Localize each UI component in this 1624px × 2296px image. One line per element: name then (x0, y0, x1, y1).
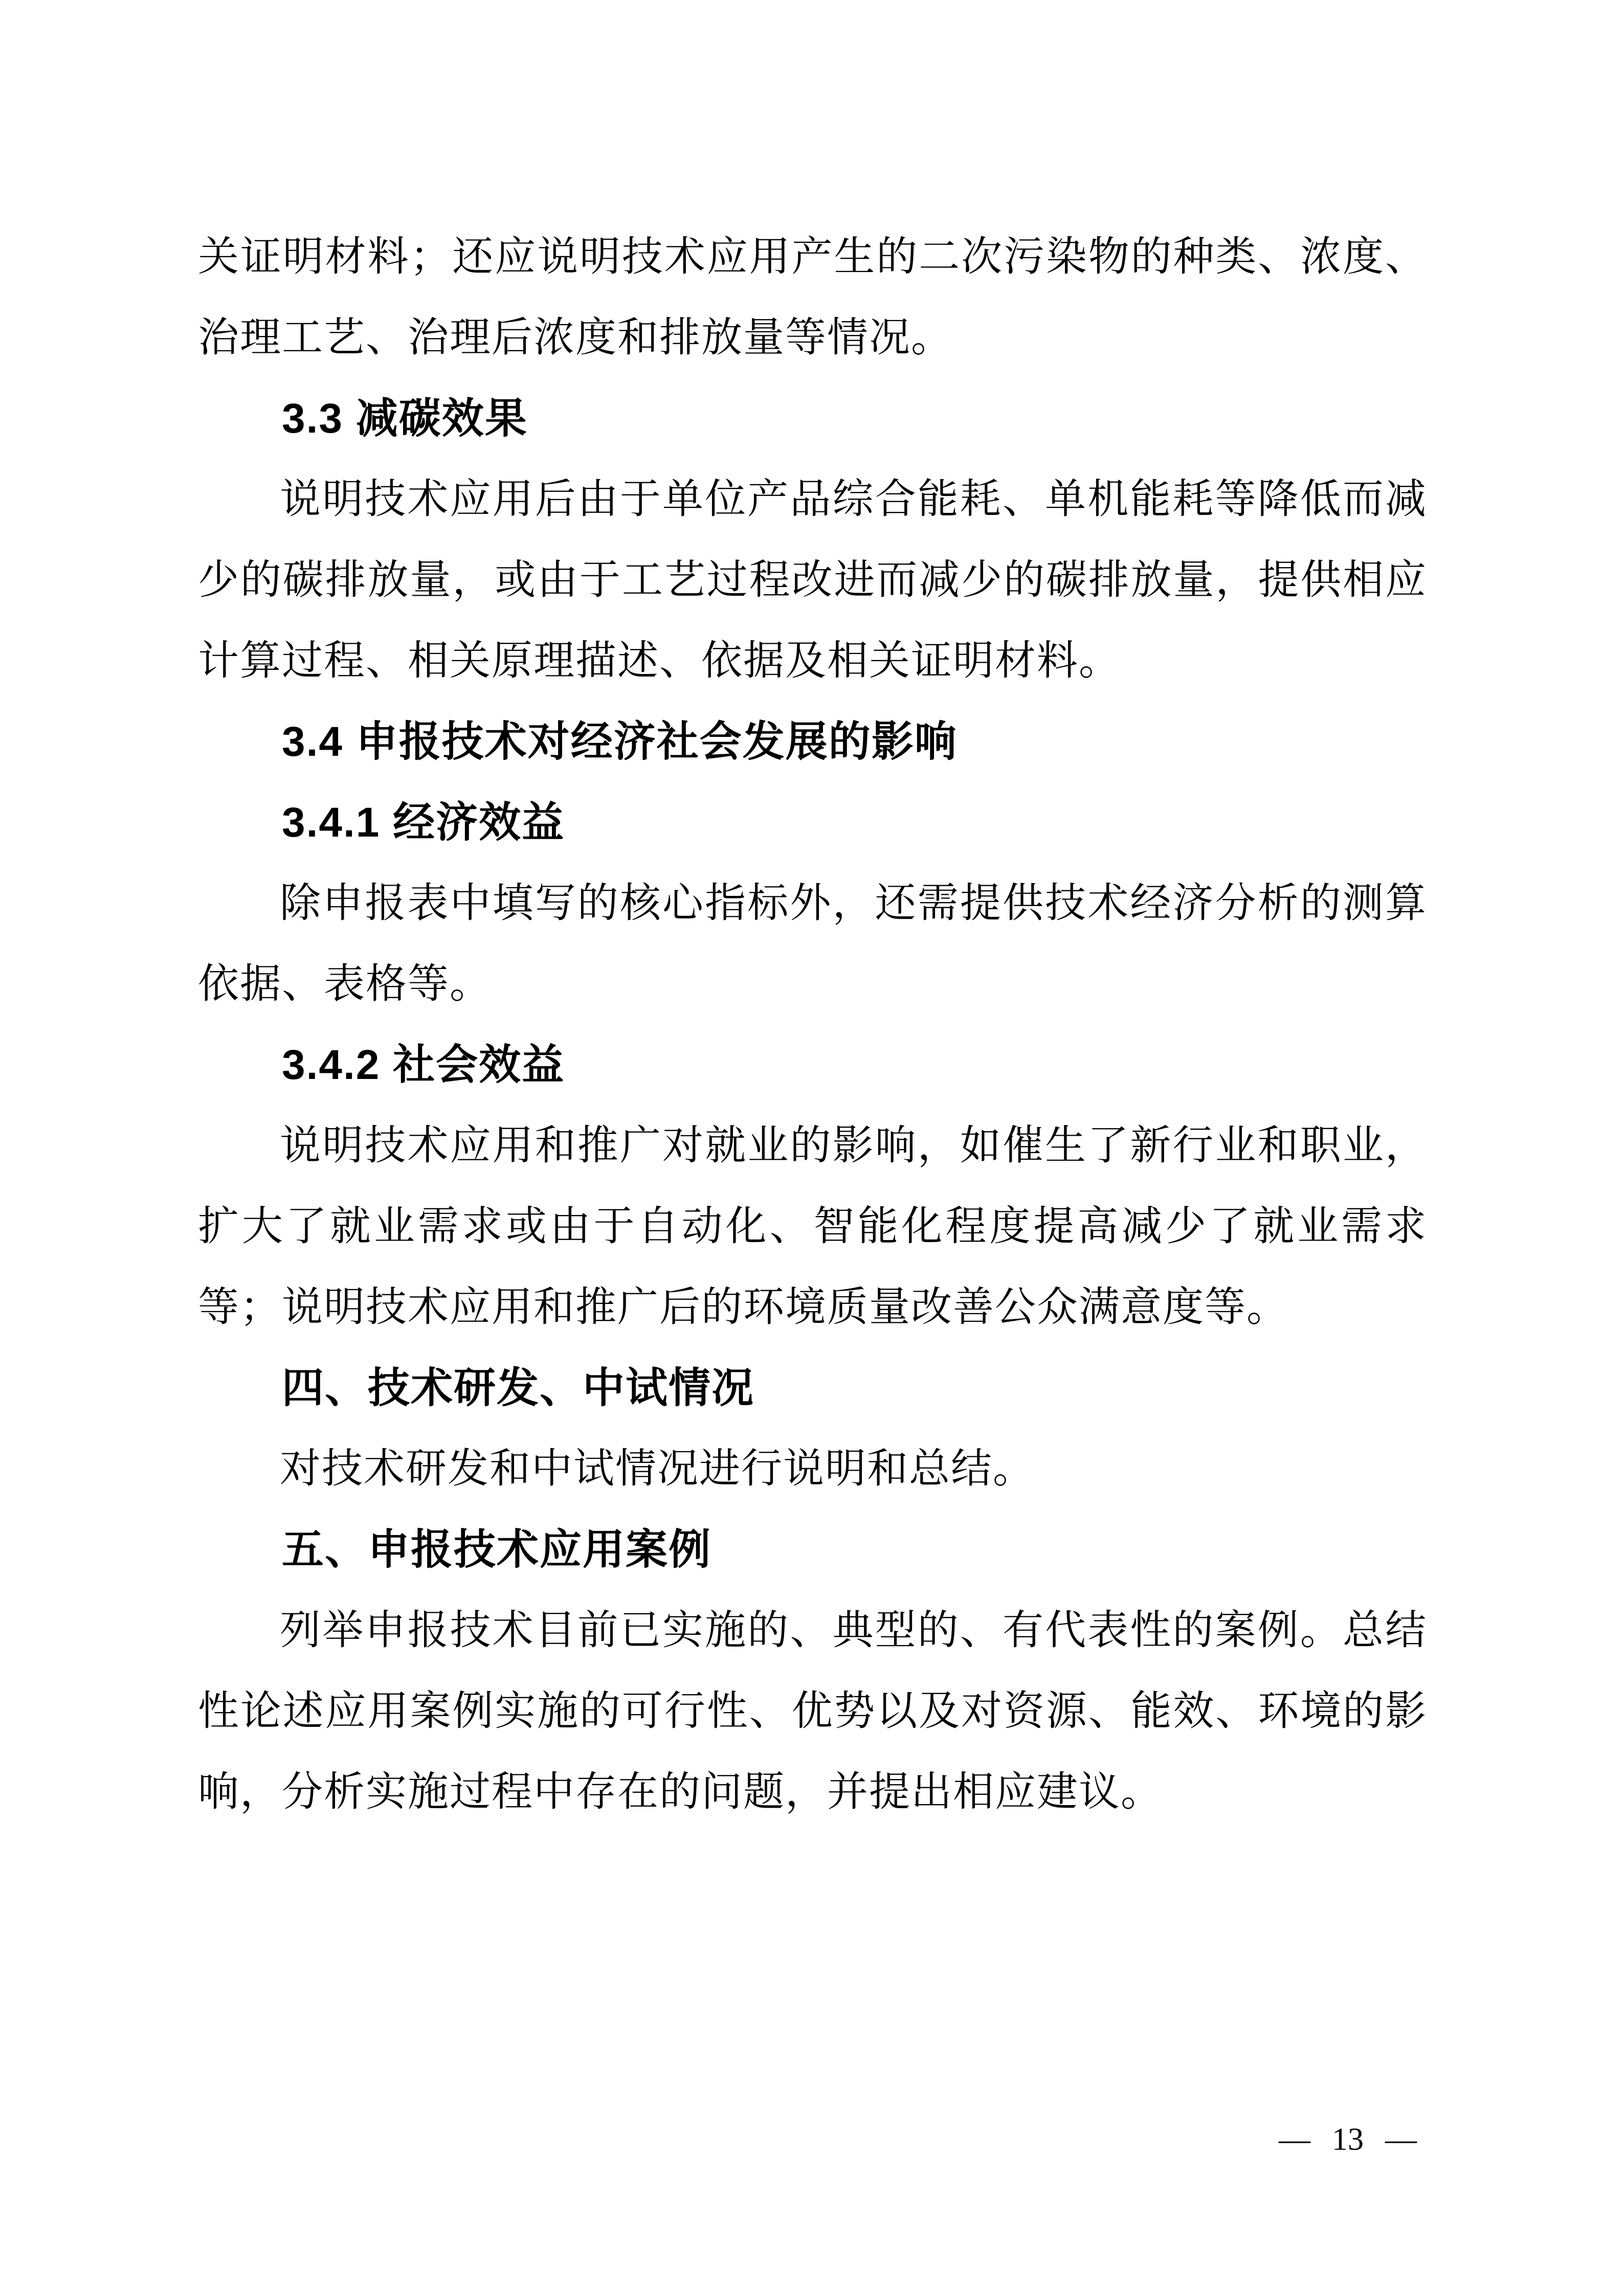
body-paragraph: 说明技术应用后由于单位产品综合能耗、单机能耗等降低而减少的碳排放量，或由于工艺过程改进而减少的碳排放量，提供相应计算过程、相关原理描述、依据及相关证明材料。 (198, 477, 1427, 684)
body-paragraph: 除申报表中填写的核心指标外，还需提供技术经济分析的测算依据、表格等。 (198, 881, 1427, 1007)
document-content (198, 217, 1427, 1833)
section-heading: 3.4 申报技术对经济社会发展的影响 (282, 718, 958, 765)
footer-dash-right: — (1385, 2122, 1417, 2157)
section-heading: 五、申报技术应用案例 (282, 1526, 712, 1573)
body-paragraph: 对技术研发和中试情况进行说明和总结。 (280, 1447, 1035, 1492)
section-heading: 四、技术研发、中试情况 (282, 1365, 755, 1411)
page-footer (1279, 2121, 1417, 2158)
section-heading: 3.3 减碳效果 (282, 395, 528, 442)
section-heading: 3.4.2 社会效益 (282, 1042, 565, 1088)
body-paragraph: 列举申报技术目前已实施的、典型的、有代表性的案例。总结性论述应用案例实施的可行性、优势以及对资源、能效、环境的影响，分析实施过程中存在的问题，并提出相应建议。 (198, 1608, 1427, 1815)
footer-dash-left: — (1279, 2122, 1310, 2157)
section-heading: 3.4.1 经济效益 (282, 799, 565, 846)
page-number: 13 (1332, 2122, 1364, 2157)
body-paragraph: 说明技术应用和推广对就业的影响，如催生了新行业和职业，扩大了就业需求或由于自动化、智能化程度提高减少了就业需求等；说明技术应用和推广后的环境质量改善公众满意度等。 (198, 1123, 1427, 1330)
body-paragraph: 关证明材料；还应说明技术应用产生的二次污染物的种类、浓度、治理工艺、治理后浓度和排放量等情况。 (198, 235, 1427, 361)
